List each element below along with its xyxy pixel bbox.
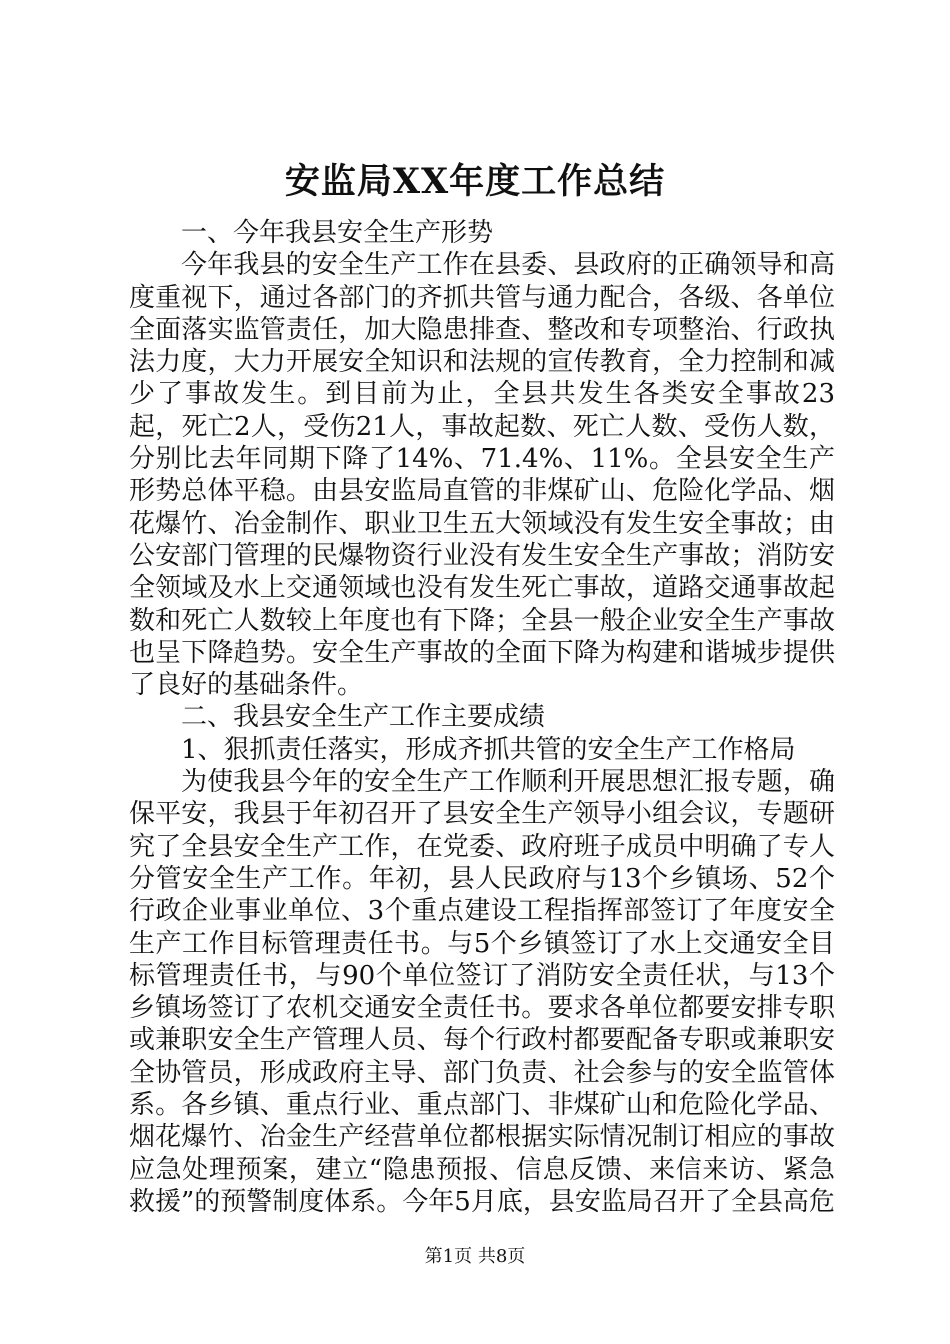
document-title: 安监局XX年度工作总结 xyxy=(284,161,666,202)
section-heading-situation: 一、今年我县安全生产形势 xyxy=(181,218,494,248)
paragraph-situation: 今年我县的安全生产工作在县委、县政府的正确领导和高度重视下，通过各部门的齐抓共管与通力配合，各级、各单位全面落实监管责任，加大隐患排查、整改和专项整治、行政执法力度，大力开展安全知识和法规的宣传教育，全力控制和减少了事故发生。到目前为止，全县共发生各类安全事故23起，死亡2人，受伤21人，事故起数、死亡人数、受伤人数，分别比去年同期下降了14%、71.4%、11%。全县安全生产形势总体平稳。由县安监局直管的非煤矿山、危险化学品、烟花爆竹、冶金制作、职业卫生五大领域没有发生安全事故；由公安部门管理的民爆物资行业没有发生安全生产事故；消防安全领域及水上交通领域也没有发生死亡事故，道路交通事故起数和死亡人数较上年度也有下降；全县一般企业安全生产事故也呈下降趋势。安全生产事故的全面下降为构建和谐城步提供了良好的基础条件。 xyxy=(129,250,835,701)
paragraph-responsibility: 为使我县今年的安全生产工作顺利开展思想汇报专题，确保平安，我县于年初召开了县安全生产领导小组会议，专题研究了全县安全生产工作，在党委、政府班子成员中明确了专人分管安全生产工作。年初，县人民政府与13个乡镇场、52个行政企业事业单位、3个重点建设工程指挥部签订了年度安全生产工作目标管理责任书。与5个乡镇签订了水上交通安全目标管理责任书，与90个单位签订了消防安全责任状，与13个乡镇场签订了农机交通安全责任书。要求各单位都要安排专职或兼职安全生产管理人员、每个行政村都要配备专职或兼职安全协管员，形成政府主导、部门负责、社会参与的安全监管体系。各乡镇、重点行业、重点部门、非煤矿山和危险化学品、烟花爆竹、冶金生产经营单位都根据实际情况制订相应的事故应急处理预案，建立“隐患预报、信息反馈、来信来访、紧急救援”的预警制度体系。今年5月底，县安监局召开了全县高危 xyxy=(129,767,835,1217)
subsection-heading-responsibility: 1、狠抓责任落实，形成齐抓共管的安全生产工作格局 xyxy=(181,734,796,765)
section-heading-achievements: 二、我县安全生产工作主要成绩 xyxy=(181,702,546,733)
document-body xyxy=(129,217,835,1218)
page-number-footer: 第1页 共8页 xyxy=(424,1246,526,1267)
